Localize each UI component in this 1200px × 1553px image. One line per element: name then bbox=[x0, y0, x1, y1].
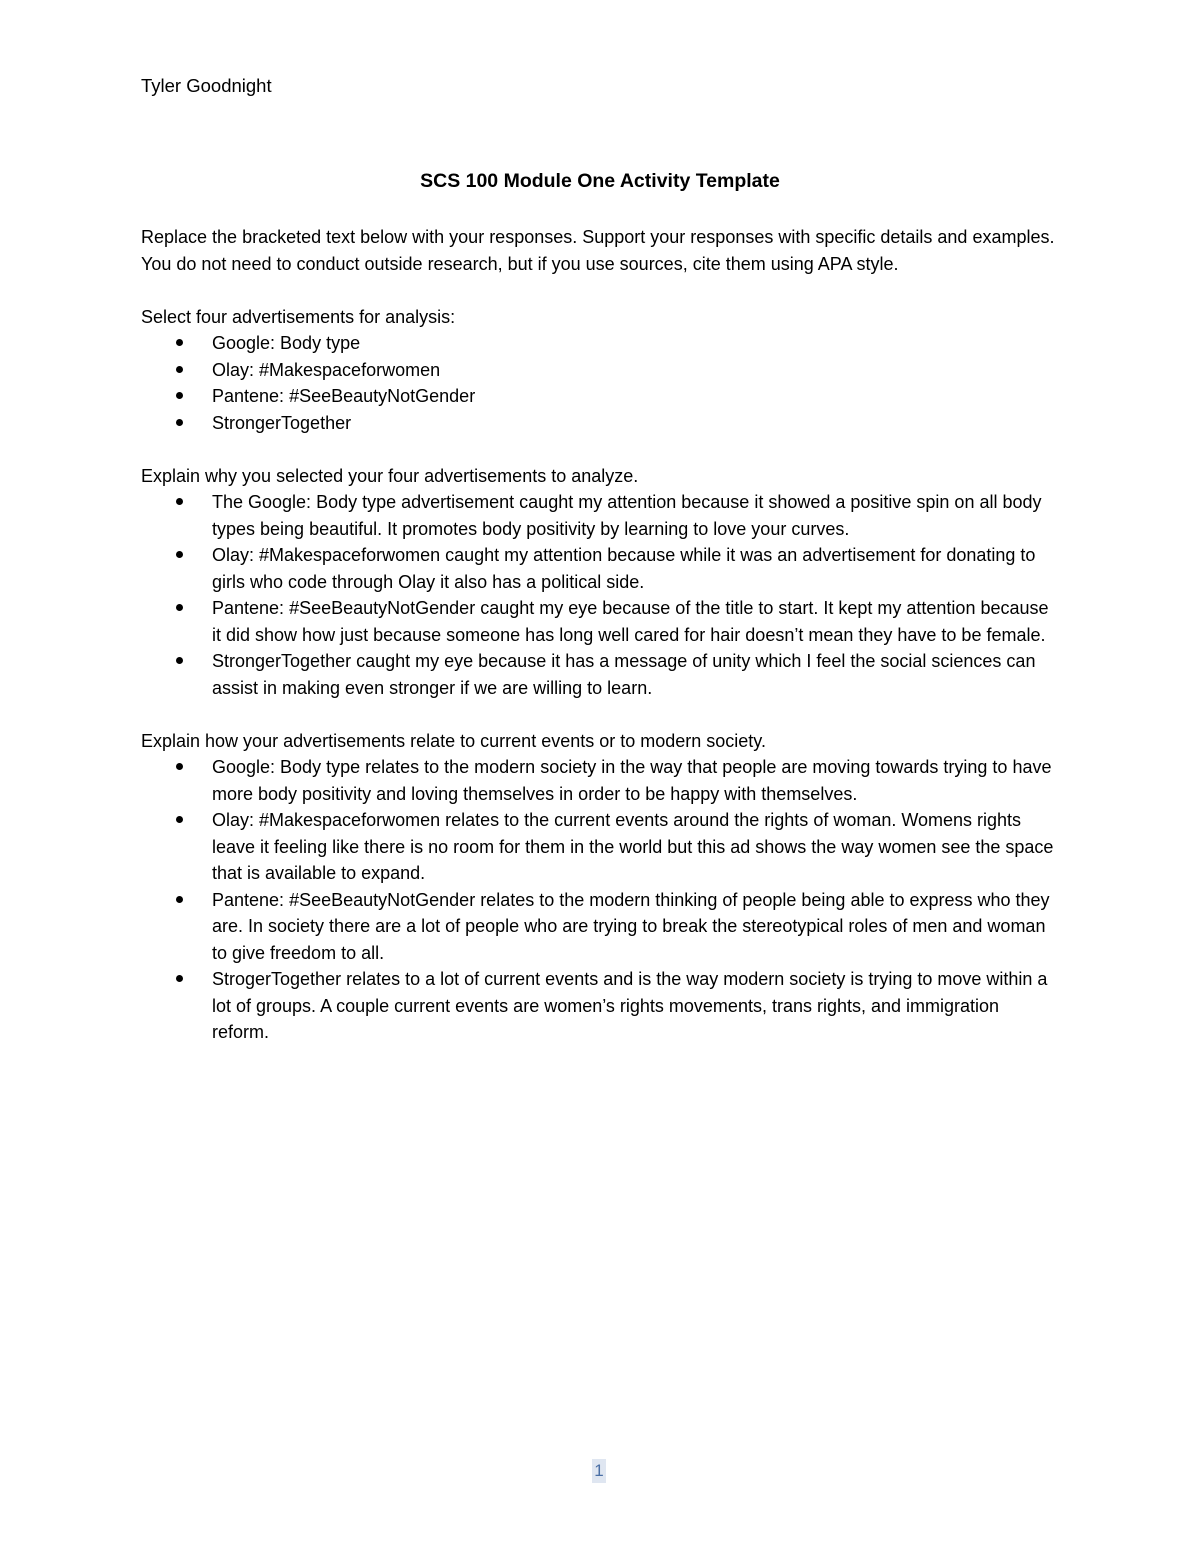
list-item-text: Google: Body type relates to the modern society in the way that people are moving towards trying to have more body positivity and loving themselves in order to be happy with themselves. bbox=[212, 757, 1052, 804]
bullet-icon bbox=[176, 604, 183, 611]
section-current-events bbox=[141, 728, 1061, 1046]
author-name: Tyler Goodnight bbox=[141, 75, 272, 96]
list-item-text: StrongerTogether bbox=[212, 412, 352, 433]
list-item bbox=[141, 595, 1061, 648]
list-item bbox=[141, 489, 1061, 542]
list-item bbox=[141, 330, 1061, 357]
bullet-icon bbox=[176, 975, 183, 982]
list-item-text: Pantene: #SeeBeautyNotGender relates to the modern thinking of people being able to express who they are. In society there are a lot of people who are trying to break the stereotypical roles of men and woman to give freedom to all. bbox=[212, 889, 1050, 963]
section-why-selected bbox=[141, 463, 1061, 702]
bullet-icon bbox=[176, 419, 183, 426]
section-heading: Explain how your advertisements relate to current events or to modern society. bbox=[141, 730, 766, 751]
bullet-icon bbox=[176, 763, 183, 770]
bullet-list bbox=[141, 330, 1061, 436]
bullet-icon bbox=[176, 816, 183, 823]
list-item bbox=[141, 754, 1061, 807]
list-item bbox=[141, 383, 1061, 410]
list-item bbox=[141, 966, 1061, 1046]
list-item-text: Olay: #Makespaceforwomen caught my attention because while it was an advertisement for donating to girls who code through Olay it also has a political side. bbox=[212, 545, 1036, 592]
bullet-icon bbox=[176, 498, 183, 505]
list-item bbox=[141, 542, 1061, 595]
bullet-list bbox=[141, 489, 1061, 701]
list-item-text: StrongerTogether caught my eye because it has a message of unity which I feel the social sciences can assist in making even stronger if we are willing to learn. bbox=[212, 651, 1036, 698]
list-item-text: StrogerTogether relates to a lot of current events and is the way modern society is trying to move within a lot of groups. A couple current events are women’s rights movements, trans rights, and immigration reform. bbox=[212, 969, 1048, 1042]
bullet-icon bbox=[176, 896, 183, 903]
list-item-text: The Google: Body type advertisement caught my attention because it showed a positive spin on all body types being beautiful. It promotes body positivity by learning to love your curves. bbox=[212, 492, 1042, 539]
list-item-text: Pantene: #SeeBeautyNotGender bbox=[212, 386, 476, 406]
section-heading: Select four advertisements for analysis: bbox=[141, 306, 456, 327]
document-body bbox=[141, 224, 1061, 1072]
list-item bbox=[141, 410, 1061, 437]
list-item-text: Olay: #Makespaceforwomen bbox=[212, 359, 441, 380]
bullet-icon bbox=[176, 657, 183, 664]
bullet-list bbox=[141, 754, 1061, 1046]
bullet-icon bbox=[176, 392, 183, 399]
bullet-icon bbox=[176, 366, 183, 373]
document-title: SCS 100 Module One Activity Template bbox=[420, 170, 780, 192]
list-item bbox=[141, 648, 1061, 701]
list-item-text: Google: Body type bbox=[212, 333, 361, 353]
page-number: 1 bbox=[592, 1459, 606, 1483]
list-item-text: Olay: #Makespaceforwomen relates to the current events around the rights of woman. Womens rights leave it feeling like there is no room for them in the world but this ad shows the way women see the space that is available to expand. bbox=[212, 810, 1054, 883]
bullet-icon bbox=[176, 339, 183, 346]
list-item bbox=[141, 807, 1061, 887]
section-heading: Explain why you selected your four advertisements to analyze. bbox=[141, 465, 639, 486]
instructions-paragraph: Replace the bracketed text below with your responses. Support your responses with specific details and examples. You do not need to conduct outside research, but if you use sources, cite them using APA style. bbox=[141, 227, 1055, 274]
list-item-text: Pantene: #SeeBeautyNotGender caught my eye because of the title to start. It kept my attention because it did show how just because someone has long well cared for hair doesn’t mean they have to be female. bbox=[212, 598, 1049, 645]
list-item bbox=[141, 887, 1061, 967]
section-select-ads bbox=[141, 304, 1061, 437]
list-item bbox=[141, 357, 1061, 384]
bullet-icon bbox=[176, 551, 183, 558]
